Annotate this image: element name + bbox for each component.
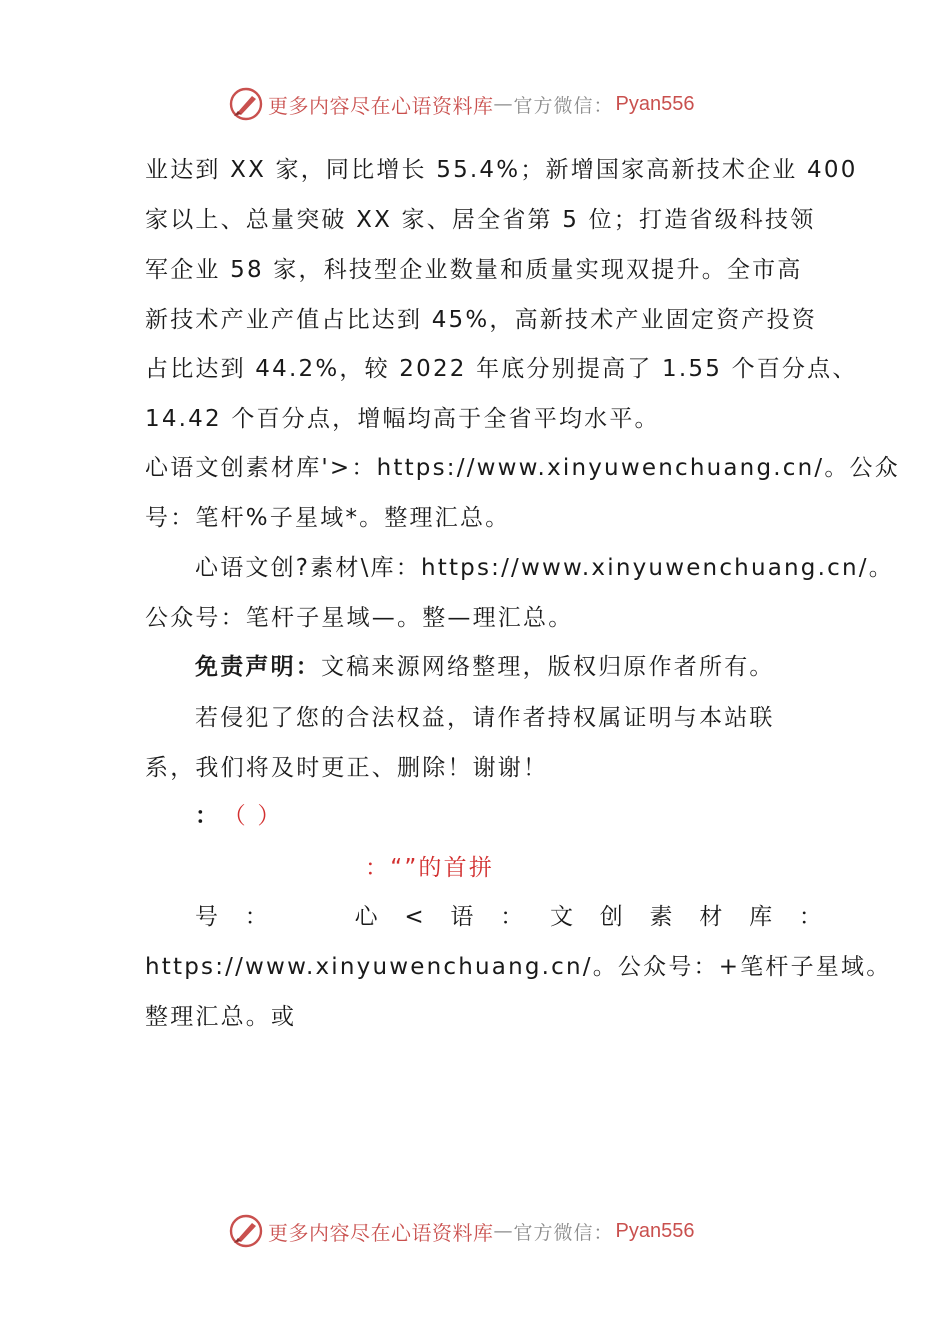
body-line-3: 军企业 58 家，科技型企业数量和质量实现双提升。全市高 bbox=[145, 257, 803, 283]
infringe-line-2: 系，我们将及时更正、删除！谢谢！ bbox=[145, 755, 549, 781]
spread-char: 创 bbox=[599, 904, 623, 930]
spread-char: 语 bbox=[450, 904, 474, 930]
colon-paren-line bbox=[195, 800, 810, 832]
banner-dash: — bbox=[493, 93, 514, 115]
body-line-6: 14.42 个百分点，增幅均高于全省平均水平。 bbox=[145, 406, 660, 432]
spread-char: 素 bbox=[649, 904, 673, 930]
banner-official-label: 官方微信： bbox=[513, 1221, 614, 1244]
source-line-3: 心语文创?素材\库：https://www.xinyuwenchuang.cn/。 bbox=[195, 555, 894, 581]
last-line: 整理汇总。或 bbox=[145, 1004, 297, 1030]
disclaimer-line bbox=[195, 651, 810, 683]
url-line: https://www.xinyuwenchuang.cn/。公众号：+笔杆子星域。 bbox=[145, 954, 892, 980]
spread-char: 文 bbox=[549, 904, 573, 930]
source-line-2: 号：笔杆%子星域*。整理汇总。 bbox=[145, 505, 511, 531]
spread-char: 库 bbox=[749, 904, 773, 930]
spread-line bbox=[195, 901, 822, 933]
banner-official-label: 官方微信： bbox=[513, 94, 614, 117]
disclaimer-label: 免责声明： bbox=[195, 654, 321, 680]
colon-mark: ： bbox=[195, 803, 221, 829]
spread-char: 号 bbox=[195, 904, 218, 930]
spread-char: ： bbox=[244, 904, 268, 930]
banner-wechat-id: Pyan556 bbox=[615, 1219, 695, 1242]
banner-dash: — bbox=[493, 1220, 514, 1242]
banner-wechat-id: Pyan556 bbox=[615, 92, 695, 115]
pen-logo-icon bbox=[228, 1213, 264, 1249]
spread-char: ： bbox=[500, 904, 524, 930]
source-line-4: 公众号：笔杆子星域—。整—理汇总。 bbox=[145, 605, 574, 631]
body-line-2: 家以上、总量突破 XX 家、居全省第 5 位；打造省级科技领 bbox=[145, 207, 816, 233]
pinyin-line: ：“”的首拼 bbox=[365, 855, 495, 881]
spread-char: < bbox=[404, 904, 424, 930]
disclaimer-text: 文稿来源网络整理，版权归原作者所有。 bbox=[321, 654, 775, 680]
spread-char: 心 bbox=[354, 904, 378, 930]
source-line-1: 心语文创素材库'>：https://www.xinyuwenchuang.cn/。公众 bbox=[145, 455, 900, 481]
paren-mark: （ ） bbox=[234, 803, 283, 829]
body-line-5: 占比达到 44.2%，较 2022 年底分别提高了 1.55 个百分点、 bbox=[145, 356, 858, 382]
banner-title: 更多内容尽在心语资料库 bbox=[268, 1220, 494, 1245]
spread-char: 材 bbox=[699, 904, 723, 930]
body-line-1: 业达到 XX 家，同比增长 55.4%；新增国家高新技术企业 400 bbox=[145, 157, 858, 183]
body-line-4: 新技术产业产值占比达到 45%，高新技术产业固定资产投资 bbox=[145, 307, 818, 333]
footer-banner bbox=[228, 1211, 694, 1251]
banner-title: 更多内容尽在心语资料库 bbox=[268, 93, 494, 118]
pen-logo-icon bbox=[228, 86, 264, 122]
infringe-line-1: 若侵犯了您的合法权益，请作者持权属证明与本站联 bbox=[195, 705, 775, 731]
spread-char: ： bbox=[798, 904, 822, 930]
header-banner bbox=[228, 84, 694, 124]
